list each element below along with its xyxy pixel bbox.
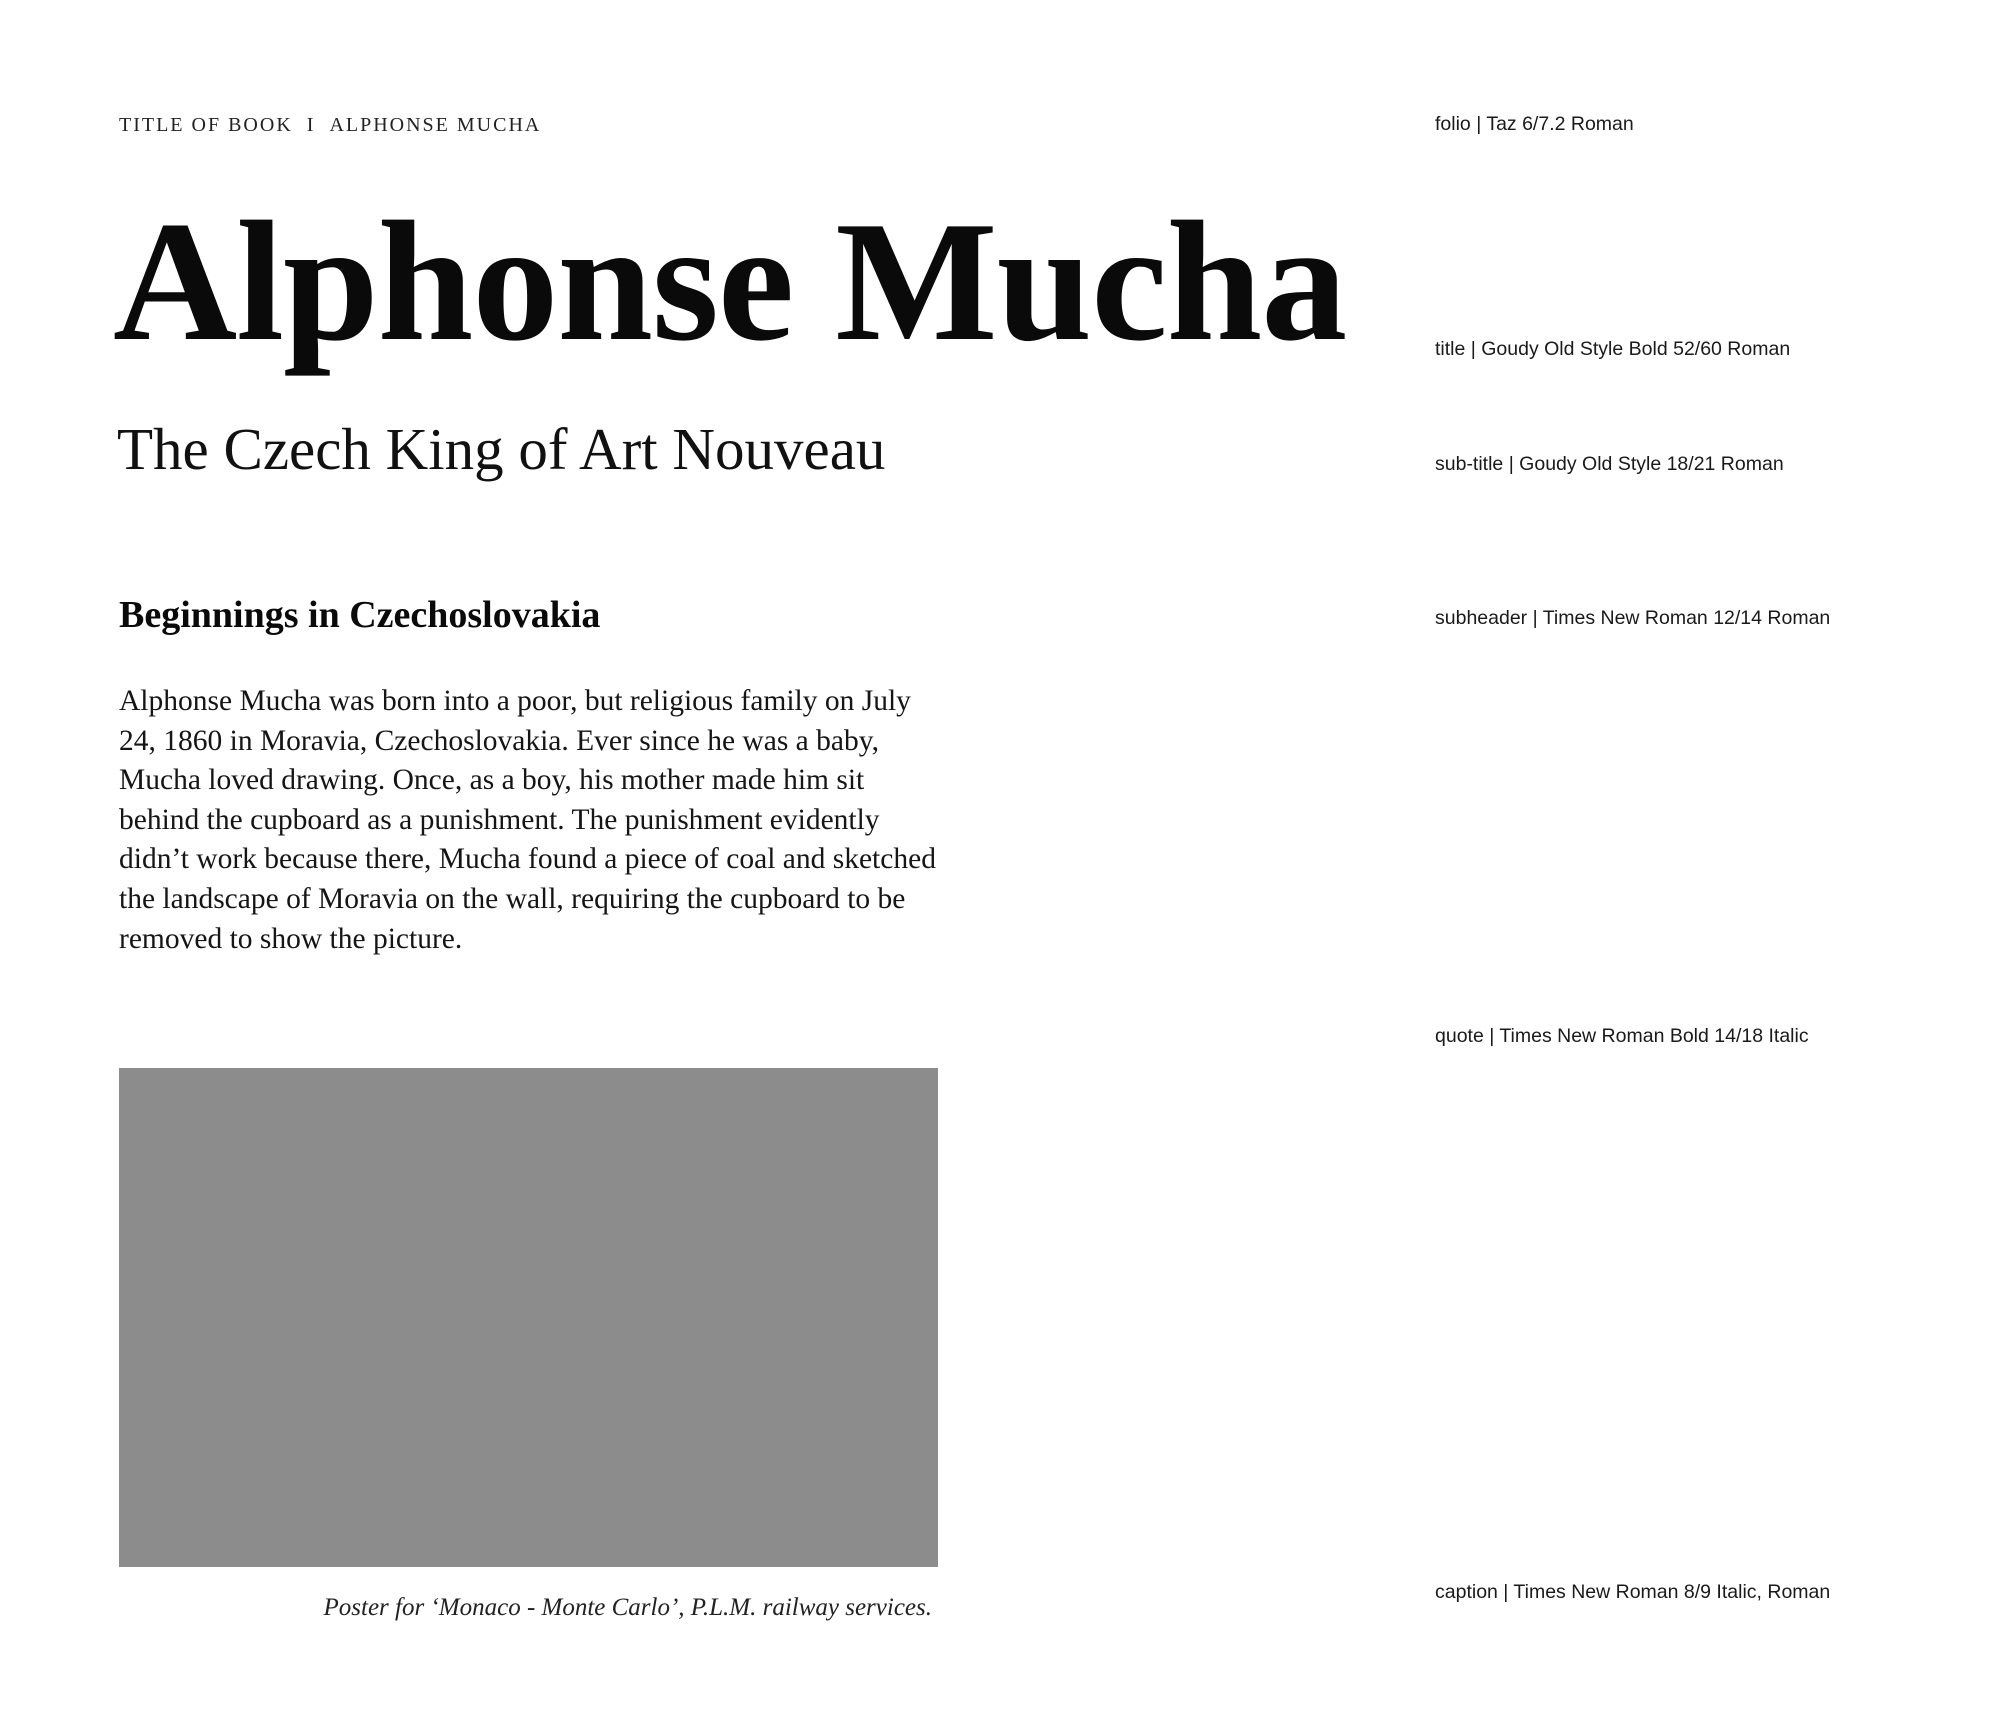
page-subtitle: The Czech King of Art Nouveau: [117, 416, 886, 482]
folio-author: ALPHONSE MUCHA: [329, 114, 542, 136]
body-line: didn’t work because there, Mucha found a piece of coal and sketched: [119, 843, 936, 876]
folio-separator: I: [306, 114, 316, 136]
folio-book-title: TITLE OF BOOK: [119, 114, 293, 136]
body-line: behind the cupboard as a punishment. The punishment evidently: [119, 803, 880, 836]
spec-title: title | Goudy Old Style Bold 52/60 Roman: [1435, 338, 1791, 360]
image-placeholder: [119, 1068, 938, 1567]
body-line: Alphonse Mucha was born into a poor, but religious family on July: [119, 685, 911, 717]
page-title: Alphonse Mucha: [113, 187, 1347, 377]
body-line: the landscape of Moravia on the wall, requiring the cupboard to be: [119, 882, 906, 915]
spec-caption: caption | Times New Roman 8/9 Italic, Roman: [1435, 1581, 1831, 1603]
spec-folio: folio | Taz 6/7.2 Roman: [1435, 113, 1634, 135]
body-line: removed to show the picture.: [119, 922, 463, 955]
section-subheader: Beginnings in Czechoslovakia: [119, 594, 601, 636]
folio: [119, 114, 541, 137]
body-line: Mucha loved drawing. Once, as a boy, his mother made him sit: [119, 764, 865, 797]
body-line: 24, 1860 in Moravia, Czechoslovakia. Ever since he was a baby,: [119, 724, 879, 757]
spec-subheader: subheader | Times New Roman 12/14 Roman: [1435, 607, 1831, 629]
body-paragraph: [119, 682, 959, 959]
spec-subtitle: sub-title | Goudy Old Style 18/21 Roman: [1435, 453, 1784, 475]
image-caption: Poster for ‘Monaco - Monte Carlo’, P.L.M. railway services.: [323, 1594, 932, 1621]
spec-quote: quote | Times New Roman Bold 14/18 Italic: [1435, 1025, 1809, 1047]
